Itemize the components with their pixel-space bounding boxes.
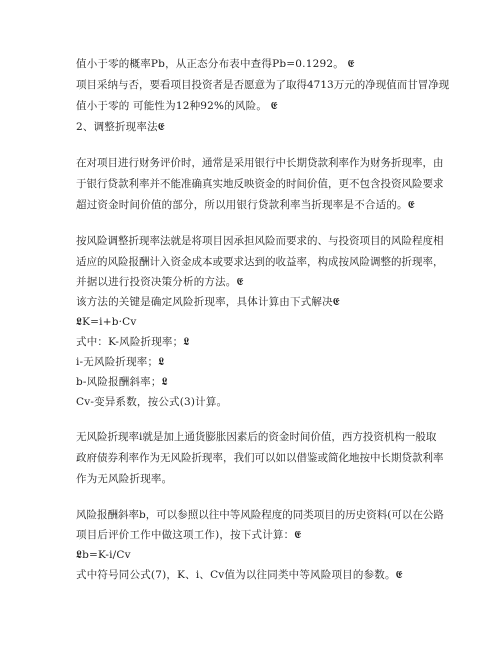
formula-line: 𝕷K=i+b·Cv — [76, 316, 137, 328]
section-heading: 2、调整折现率法𝕰 — [76, 121, 165, 133]
text-line: 该方法的关键是确定风险折现率，具体计算由下式解决𝕰 — [76, 296, 340, 308]
text-line: 作为无风险折现率。 — [76, 473, 173, 485]
text-line: 无风险折现率i就是加上通货膨胀因素后的资金时间价值，西方投资机构一般取 — [76, 431, 437, 443]
text-line: 在对项目进行财务评价时，通常是采用银行中长期贷款利率作为财务折现率，由 — [76, 157, 444, 169]
formula-line: 𝕷b=K-i/Cv — [76, 549, 131, 561]
text-line: 按风险调整折现率法就是将项目因承担风险而要求的、与投资项目的风险程度相 — [76, 235, 444, 247]
text-line: 超过资金时间价值的部分，所以用银行贷款利率当折现率是不合适的。𝕰 — [76, 199, 415, 211]
text-line: 式中符号同公式(7)，K、i、Cv值为以往同类中等风险项目的参数。𝕰 — [76, 569, 403, 581]
text-line: 风险报酬斜率b，可以参照以往中等风险程度的同类项目的历史资料(可以在公路 — [76, 509, 444, 521]
text-line: 项目采纳与否，要看项目投资者是否愿意为了取得4713万元的净现值而甘冒净现 — [76, 79, 450, 91]
text-line: 适应的风险报酬计入资金成本或要求达到的收益率，构成按风险调整的折现率， — [76, 256, 444, 268]
text-line: 值小于零的概率Pb，从正态分布表中查得Pb=0.1292。 𝕰 — [76, 58, 355, 70]
text-line: 值小于零的 可能性为12种92%的风险。 𝕰 — [76, 100, 278, 112]
text-line: 政府债券利率作为无风险折现率，我们可以如以借鉴或简化地按中长期贷款利率 — [76, 452, 444, 464]
text-line: 项目后评价工作中做这项工作)，按下式计算：𝕰 — [76, 529, 302, 541]
text-line: Cv-变异系数，按公式(3)计算。 — [76, 396, 228, 408]
text-line: 并据以进行投资决策分析的方法。𝕰 — [76, 276, 244, 288]
text-line: b-风险报酬斜率；𝕷 — [76, 376, 168, 388]
text-line: i-无风险折现率；𝕷 — [76, 356, 165, 368]
text-line: 式中：K-风险折现率；𝕷 — [76, 336, 190, 348]
text-line: 于银行贷款利率并不能准确真实地反映资金的时间价值，更不包含投资风险要求 — [76, 178, 444, 190]
